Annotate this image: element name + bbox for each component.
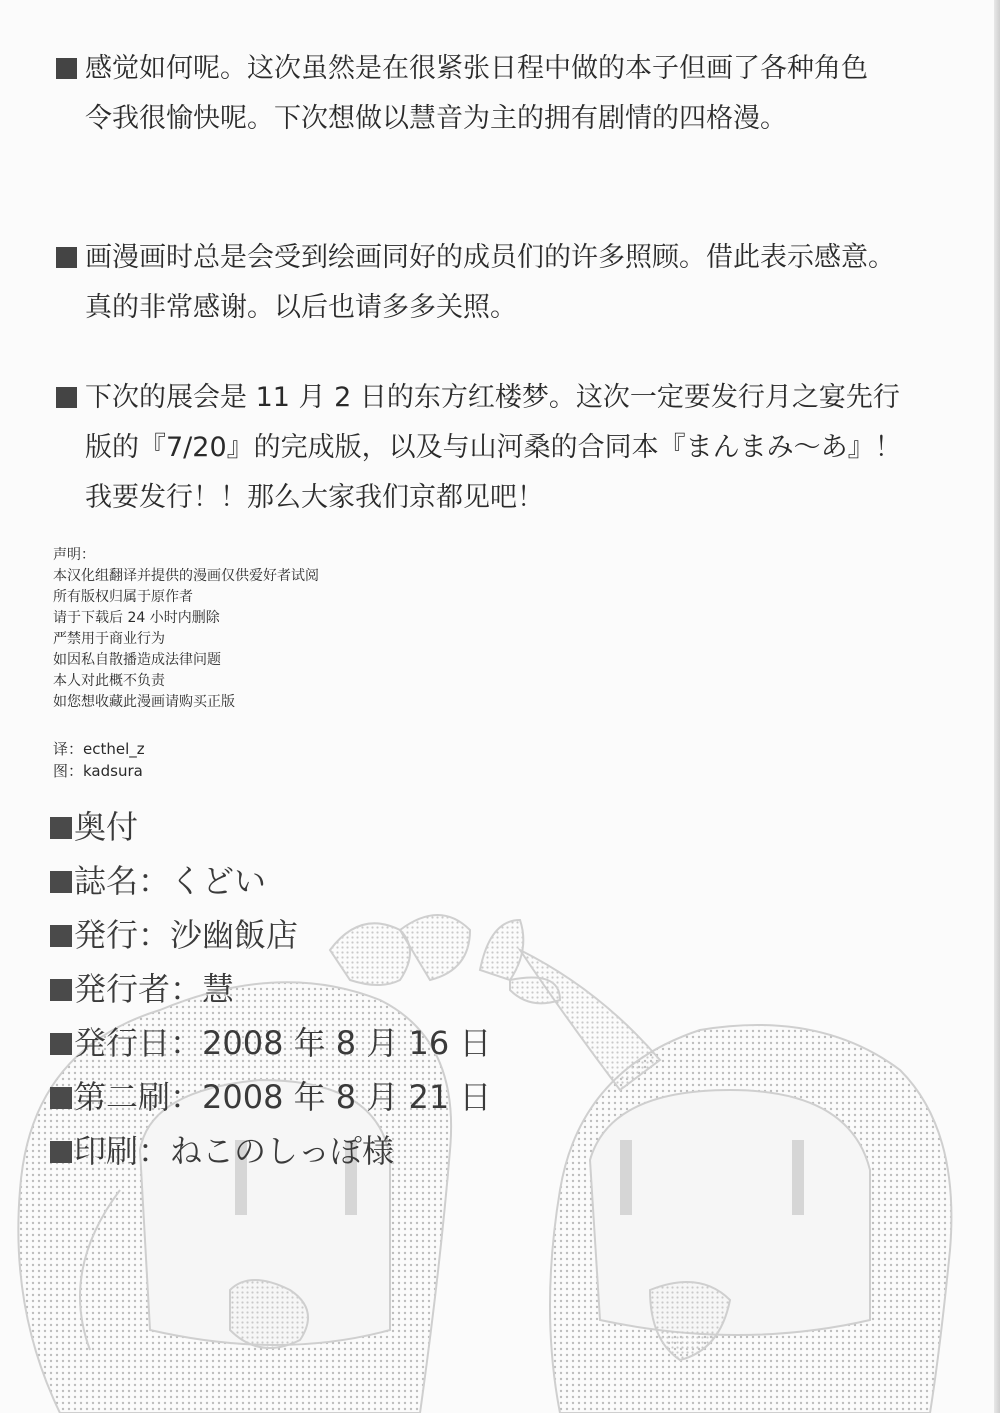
bullet-square-icon [50, 979, 72, 1001]
paragraph-text: 版的『7/20』的完成版，以及与山河桑的合同本『まんまみ～あ』！ [85, 432, 902, 463]
colophon-text: 第二刷：2008 年 8 月 21 日 [74, 1078, 492, 1116]
colophon-text: 奥付 [74, 808, 139, 846]
bullet-square-icon [50, 1141, 72, 1163]
paragraph-text: 画漫画时总是会受到绘画同好的成员们的许多照顾。借此表示感意。 [85, 242, 895, 273]
colophon-text: 発行：沙幽飯店 [74, 916, 299, 954]
paragraph-text: 我要发行！！那么大家我们京都见吧！ [85, 482, 544, 513]
colophon-row [50, 1016, 491, 1070]
notice-line: 所有版权归属于原作者 [53, 589, 193, 605]
disclaimer-notice [53, 545, 319, 713]
credits [53, 738, 145, 782]
paragraph-line [56, 423, 936, 473]
bullet-square-icon [50, 1033, 72, 1055]
paragraph-text: 令我很愉快呢。下次想做以慧音为主的拥有剧情的四格漫。 [85, 103, 787, 134]
notice-line: 严禁用于商业行为 [53, 631, 165, 647]
paragraph-line [56, 373, 936, 423]
notice-line: 请于下载后 24 小时内删除 [53, 610, 220, 626]
paragraph-text: 感觉如何呢。这次虽然是在很紧张日程中做的本子但画了各种角色 [85, 53, 868, 84]
paragraph-text: 下次的展会是 11 月 2 日的东方红楼梦。这次一定要发行月之宴先行 [85, 382, 900, 413]
notice-line: 本汉化组翻译并提供的漫画仅供爱好者试阅 [53, 568, 319, 584]
bullet-square-icon [50, 1087, 72, 1109]
paragraph-line [56, 283, 936, 333]
colophon-row [50, 1070, 491, 1124]
bullet-square-icon [50, 817, 72, 839]
bullet-square-icon [50, 871, 72, 893]
colophon [50, 800, 491, 1178]
notice-heading: 声明： [53, 547, 95, 563]
bullet-square-icon [56, 247, 77, 268]
paragraph-3 [56, 373, 936, 523]
paragraph-line [56, 94, 936, 144]
paragraph-line [56, 44, 936, 94]
notice-line: 如因私自散播造成法律问题 [53, 652, 221, 668]
paragraph-line [56, 233, 936, 283]
bullet-square-icon [50, 925, 72, 947]
colophon-text: 印刷：ねこのしっぽ様 [74, 1132, 395, 1170]
colophon-text: 発行日：2008 年 8 月 16 日 [74, 1024, 492, 1062]
colophon-row [50, 962, 491, 1016]
colophon-row [50, 908, 491, 962]
notice-line: 如您想收藏此漫画请购买正版 [53, 694, 235, 710]
colophon-row [50, 1124, 491, 1178]
colophon-text: 発行者：慧 [74, 970, 235, 1008]
paragraph-text: 真的非常感谢。以后也请多多关照。 [85, 292, 517, 323]
paragraph-2 [56, 233, 936, 333]
image-credit: 图：kadsura [53, 762, 143, 780]
paragraph-line [56, 473, 936, 523]
notice-line: 本人对此概不负责 [53, 673, 165, 689]
paragraph-1 [56, 44, 936, 144]
colophon-heading [50, 800, 491, 854]
translator-credit: 译：ecthel_z [53, 740, 145, 758]
colophon-row [50, 854, 491, 908]
bullet-square-icon [56, 387, 77, 408]
colophon-text: 誌名：くどい [74, 862, 267, 900]
bullet-square-icon [56, 58, 77, 79]
